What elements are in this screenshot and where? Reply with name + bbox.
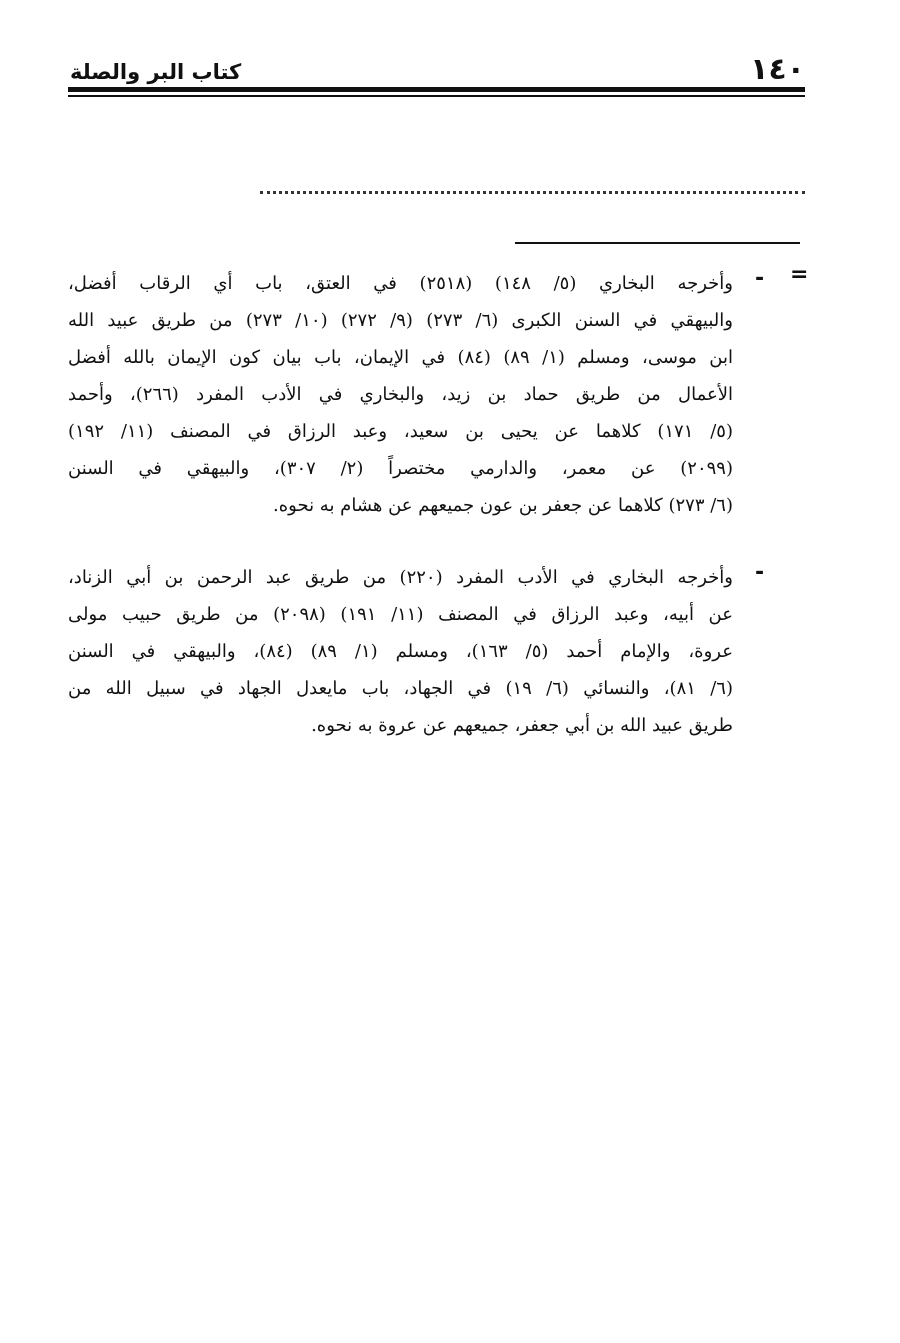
header-rule-thin xyxy=(68,95,805,97)
header-rule-thick xyxy=(68,87,805,92)
footnote-entry-2 xyxy=(68,559,733,744)
footnote-line: ابن موسى، ومسلم (١/ ٨٩) (٨٤) في الإيمان، باب بيان كون الإيمان بالله أفضل xyxy=(68,347,733,368)
footnote-line: (٦/ ٨١)، والنسائي (٦/ ١٩) في الجهاد، باب مايعدل الجهاد في سبيل الله من xyxy=(68,678,733,699)
footnote-line: وأخرجه البخاري في الأدب المفرد (٢٢٠) من طريق عبد الرحمن بن أبي الزناد، xyxy=(68,567,734,588)
footnote-line: عروة، والإمام أحمد (٥/ ١٦٣)، ومسلم (١/ ٨٩) (٨٤)، والبيهقي في السنن xyxy=(68,641,733,662)
footnote-line: الأعمال من طريق حماد بن زيد، والبخاري في الأدب المفرد (٢٦٦)، وأحمد xyxy=(68,384,733,405)
continuation-mark: = xyxy=(790,262,809,287)
footnote-separator-rule xyxy=(515,242,800,244)
footnote-line: (٦/ ٢٧٣) كلاهما عن جعفر بن عون جميعهم عن هشام به نحوه. xyxy=(273,495,733,516)
footnote-line: (٢٠٩٩) عن معمر، والدارمي مختصراً (٢/ ٣٠٧)، والبيهقي في السنن xyxy=(68,458,733,479)
footnote-bullet-1: - xyxy=(755,266,765,291)
footnote-line: وأخرجه البخاري (٥/ ١٤٨) (٢٥١٨) في العتق، باب أي الرقاب أفضل، xyxy=(68,273,733,294)
footnote-bullet-2: - xyxy=(755,560,765,585)
footnote-entry-1 xyxy=(68,265,733,524)
footnote-line: (٥/ ١٧١) كلاهما عن يحيى بن سعيد، وعبد الرزاق في المصنف (١١/ ١٩٢) xyxy=(68,421,733,442)
dotted-separator xyxy=(260,191,805,194)
footnote-line: والبيهقي في السنن الكبرى (٦/ ٢٧٣) (٩/ ٢٧٢) (١٠/ ٢٧٣) من طريق عبيد الله xyxy=(68,310,733,331)
page-number: ١٤٠ xyxy=(750,52,805,87)
book-title: كتاب البر والصلة xyxy=(70,60,242,84)
footnote-line: طريق عبيد الله بن أبي جعفر، جميعهم عن عروة به نحوه. xyxy=(311,715,733,736)
footnote-line: عن أبيه، وعبد الرزاق في المصنف (١١/ ١٩١) (٢٠٩٨) من طريق حبيب مولى xyxy=(68,604,733,625)
